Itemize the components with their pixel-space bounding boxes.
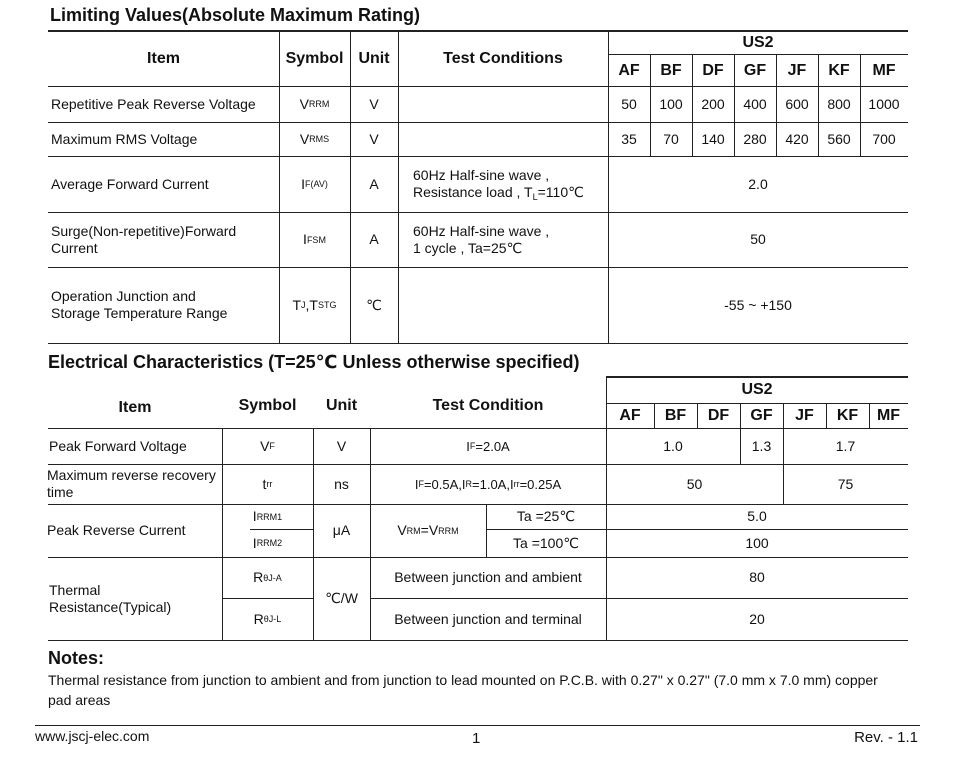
lv-value: 280 bbox=[743, 130, 767, 147]
lv-row-symbol: V RRM bbox=[299, 95, 330, 112]
ec-header-item: Item bbox=[118, 398, 152, 416]
lv-value: 50 bbox=[750, 231, 766, 247]
ec-row-item: Peak Reverse Current bbox=[47, 522, 186, 538]
lv-grade: MF bbox=[872, 61, 896, 79]
ec-row-symbol: I RRM1 bbox=[252, 508, 283, 524]
ec-row-symbol: V F bbox=[260, 437, 275, 454]
lv-value: 140 bbox=[701, 130, 725, 147]
lv-header-unit: Unit bbox=[358, 49, 390, 67]
lv-row-symbol: I FSM bbox=[303, 231, 326, 247]
lv-value: -55 ~ +150 bbox=[724, 296, 792, 313]
ec-header-unit: Unit bbox=[325, 396, 358, 414]
lv-grade: DF bbox=[702, 61, 724, 79]
ec-grade: GF bbox=[750, 407, 773, 424]
lv-grade: GF bbox=[743, 61, 767, 79]
ec-row-item: Peak Forward Voltage bbox=[49, 437, 187, 454]
lv-header-item: Item bbox=[147, 49, 180, 67]
lv-grade: BF bbox=[660, 61, 682, 79]
lv-row-item: Repetitive Peak Reverse Voltage bbox=[51, 95, 256, 112]
lv-row-item: Average Forward Current bbox=[51, 175, 209, 192]
footer-url: www.jscj-elec.com bbox=[35, 728, 150, 744]
ec-value: 75 bbox=[837, 475, 854, 492]
lv-row-unit: V bbox=[369, 95, 379, 112]
lv-grade: JF bbox=[787, 61, 807, 79]
ec-grade: BF bbox=[664, 407, 687, 424]
lv-row-item: Operation Junction and Storage Temperature Range bbox=[51, 288, 228, 321]
ec-value: 5.0 bbox=[747, 508, 767, 524]
footer-page-number: 1 bbox=[472, 730, 481, 747]
ec-row-item: Thermal Resistance(Typical) bbox=[49, 581, 172, 615]
ec-row-condition: V RM =V RRM bbox=[397, 522, 459, 538]
lv-value: 560 bbox=[827, 130, 851, 147]
ec-value: 100 bbox=[745, 534, 769, 551]
footer-revision: Rev. - 1.1 bbox=[854, 729, 918, 746]
ec-row-symbol: I RRM2 bbox=[252, 534, 283, 551]
lv-value: 800 bbox=[827, 95, 851, 112]
lv-row-item: Surge(Non-repetitive)Forward Current bbox=[51, 222, 237, 256]
ec-header-symbol: Symbol bbox=[238, 396, 297, 414]
ec-row-symbol: R θJ-L bbox=[253, 610, 282, 627]
lv-row-symbol: V RMS bbox=[299, 130, 330, 147]
ec-row-unit: ℃/W bbox=[325, 590, 358, 606]
ec-row-unit: μA bbox=[332, 522, 351, 538]
ec-value: 50 bbox=[686, 475, 703, 492]
notes-title: Notes: bbox=[48, 648, 105, 668]
lv-value: 50 bbox=[621, 95, 637, 112]
ec-value: 1.0 bbox=[663, 437, 683, 454]
lv-value: 200 bbox=[701, 95, 725, 112]
lv-row-item: Maximum RMS Voltage bbox=[51, 130, 198, 147]
lv-header-group: US2 bbox=[742, 33, 774, 51]
notes-line-1: Thermal resistance from junction to ambient and from junction to lead mounted on P.C.B. with 0.27" x 0.27" (7.0 mm x 7.0 mm) copper bbox=[48, 672, 878, 688]
ec-row-condition: Between junction and ambient bbox=[394, 569, 582, 585]
lv-value: 100 bbox=[659, 95, 683, 112]
ec-value: 80 bbox=[749, 569, 765, 585]
ec-grade: AF bbox=[619, 407, 641, 424]
lv-row-symbol: T J ,T STG bbox=[292, 296, 337, 313]
ec-grade: KF bbox=[836, 407, 859, 424]
ec-row-subcondition: Ta =25℃ bbox=[516, 508, 576, 524]
lv-value: 1000 bbox=[868, 95, 900, 112]
ec-row-unit: ns bbox=[334, 475, 349, 492]
lv-value: 600 bbox=[785, 95, 809, 112]
lv-header-symbol: Symbol bbox=[285, 49, 344, 67]
ec-grade: JF bbox=[795, 407, 814, 424]
lv-value: 2.0 bbox=[748, 175, 768, 192]
ec-row-subcondition: Ta =100℃ bbox=[513, 534, 579, 551]
lv-row-unit: V bbox=[369, 130, 379, 147]
lv-row-condition: 60Hz Half-sine wave , Resistance load , $T_L=110℃$ bbox=[413, 167, 584, 202]
lv-row-unit: A bbox=[369, 231, 379, 247]
ec-grade: DF bbox=[707, 407, 730, 424]
ec-row-condition: I F =0.5A,I R =1.0A,I rr =0.25A bbox=[414, 476, 562, 492]
lv-value: 35 bbox=[621, 130, 637, 147]
lv-value: 700 bbox=[872, 130, 896, 147]
ec-header-group: US2 bbox=[741, 381, 773, 398]
ec-row-symbol: t rr bbox=[262, 475, 273, 492]
ec-header-condition: Test Condition bbox=[432, 396, 544, 414]
lv-value: 70 bbox=[663, 130, 679, 147]
ec-value: 20 bbox=[749, 610, 765, 627]
lv-header-conditions: Test Conditions bbox=[443, 49, 563, 67]
lv-row-symbol: I F(AV) bbox=[301, 175, 328, 192]
ec-row-unit: V bbox=[336, 437, 347, 454]
ec-row-condition: Between junction and terminal bbox=[394, 610, 582, 627]
ec-row-item: Maximum reverse recovery time bbox=[47, 467, 216, 500]
lv-grade: AF bbox=[618, 61, 640, 79]
ec-value: 1.7 bbox=[835, 437, 856, 454]
lv-row-unit: A bbox=[369, 175, 379, 192]
ec-grade: MF bbox=[876, 407, 901, 424]
ec-value: 1.3 bbox=[751, 437, 772, 454]
lv-row-condition: 60Hz Half-sine wave , 1 cycle , Ta=25℃ bbox=[413, 222, 550, 256]
lv-value: 420 bbox=[785, 130, 809, 147]
ec-row-condition: I F =2.0A bbox=[466, 438, 510, 454]
ec-row-symbol: R θJ-A bbox=[253, 569, 282, 585]
lv-grade: KF bbox=[828, 61, 850, 79]
electrical-characteristics-title: Electrical Characteristics (T=25℃ Unless otherwise specified) bbox=[48, 352, 580, 372]
lv-value: 400 bbox=[743, 95, 767, 112]
notes-line-2: pad areas bbox=[48, 692, 111, 708]
limiting-values-title: Limiting Values(Absolute Maximum Rating) bbox=[50, 5, 421, 25]
lv-row-unit: ℃ bbox=[366, 296, 382, 313]
